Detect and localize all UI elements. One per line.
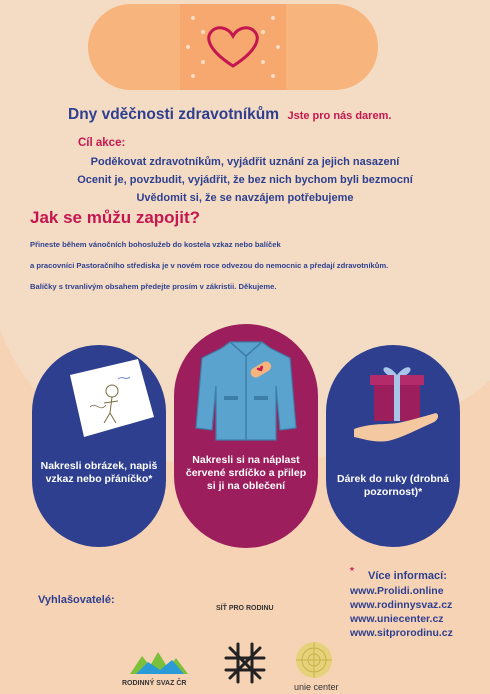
bandage-heart-icon [88, 4, 378, 90]
how-paragraph: Přineste během vánočních bohoslužeb do kostela vzkaz nebo balíček [30, 240, 281, 249]
svaz-logo-caption: RODINNÝ SVAZ ČR [122, 680, 187, 687]
info-heading: Více informací: [368, 570, 447, 582]
jacket-icon [194, 336, 298, 442]
option-card-drawing [32, 345, 166, 547]
info-star: * [350, 566, 354, 577]
how-paragraph: Balíčky s trvanlivým obsahem předejte prosím v zákristii. Děkujeme. [30, 282, 277, 291]
link-prolidi[interactable]: www.Prolidi.online [350, 585, 444, 597]
unie-logo-caption: unie center [294, 682, 339, 692]
how-paragraph: a pracovníci Pastoračního střediska je v novém roce odvezou do nemocnic a předají zdravotníkům. [30, 261, 389, 270]
link-sitprorodinu[interactable]: www.sitprorodinu.cz [350, 627, 453, 639]
how-heading: Jak se můžu zapojit? [30, 208, 201, 227]
goal-item: Ocenit je, povzbudit, vyjádřit, že bez nich bychom byli bezmocní [77, 174, 413, 186]
link-uniecenter[interactable]: www.uniecenter.cz [350, 613, 444, 625]
goal-item: Poděkovat zdravotníkům, vyjádřit uznání za jejich nasazení [90, 156, 400, 168]
option-label: Dárek do ruky (drobná pozornost)* [336, 473, 450, 498]
unie-center-logo-icon [292, 640, 336, 684]
option-label: Nakresli obrázek, napiš vzkaz nebo přáníčko* [40, 460, 158, 485]
page-subtitle: Jste pro nás darem. [287, 110, 392, 122]
goal-item: Uvědomit si, že se navzájem potřebujeme [136, 192, 354, 204]
link-rodinnysvaz[interactable]: www.rodinnysvaz.cz [350, 599, 453, 611]
gift-icon [352, 355, 442, 445]
title-row [68, 106, 391, 124]
page-title: Dny vděčnosti zdravotníkům [68, 106, 280, 123]
option-label: Nakresli si na náplast červené srdíčko a přilep si ji na oblečení [185, 454, 307, 492]
sit-pro-rodinu-logo-icon [222, 642, 268, 684]
drawing-icon [60, 357, 156, 439]
goals-label: Cíl akce: [78, 137, 126, 149]
organizers-label: Vyhlašovatelé: [38, 594, 115, 606]
rodinny-svaz-logo-icon [128, 648, 190, 678]
option-card-gift [326, 345, 460, 547]
sit-logo-caption: SÍŤ PRO RODINU [216, 605, 274, 612]
option-card-jacket [174, 324, 318, 548]
